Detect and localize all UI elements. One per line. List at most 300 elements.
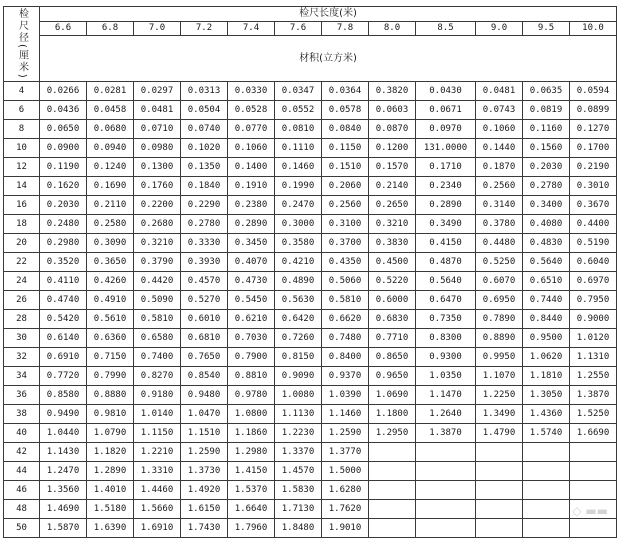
volume-cell: 0.9370: [322, 367, 369, 386]
volume-cell: 1.1070: [476, 367, 523, 386]
table-row: [4, 139, 617, 158]
volume-cell: 0.2890: [416, 196, 476, 215]
volume-cell: 0.0266: [40, 82, 87, 101]
volume-cell: 0.1060: [228, 139, 275, 158]
volume-cell: 0.0528: [228, 101, 275, 120]
volume-cell: 0.9090: [275, 367, 322, 386]
volume-cell: 1.7960: [228, 519, 275, 538]
volume-cell: 0.0740: [181, 120, 228, 139]
volume-cell: 1.1510: [181, 424, 228, 443]
volume-cell: [570, 443, 617, 462]
volume-cell: 1.1310: [570, 348, 617, 367]
volume-cell: [369, 443, 416, 462]
table-row: [4, 272, 617, 291]
volume-cell: 1.3730: [181, 462, 228, 481]
volume-cell: 0.1560: [523, 139, 570, 158]
volume-cell: 1.0620: [523, 348, 570, 367]
volume-cell: 0.5630: [275, 291, 322, 310]
table-row: [4, 101, 617, 120]
volume-cell: 0.0770: [228, 120, 275, 139]
volume-cell: 0.2470: [275, 196, 322, 215]
volume-cell: 0.5640: [416, 272, 476, 291]
volume-cell: 1.5740: [523, 424, 570, 443]
volume-cell: 0.0436: [40, 101, 87, 120]
diameter-cell: 18: [4, 215, 40, 234]
volume-cell: 0.8580: [40, 386, 87, 405]
diameter-cell: 26: [4, 291, 40, 310]
volume-cell: 0.4480: [476, 234, 523, 253]
volume-cell: 0.8400: [322, 348, 369, 367]
volume-cell: 1.7130: [275, 500, 322, 519]
volume-cell: 1.8480: [275, 519, 322, 538]
volume-cell: 0.3830: [369, 234, 416, 253]
volume-cell: 0.6040: [570, 253, 617, 272]
volume-cell: 0.0980: [134, 139, 181, 158]
volume-cell: 1.6280: [322, 481, 369, 500]
diameter-cell: 42: [4, 443, 40, 462]
volume-cell: 1.5250: [570, 405, 617, 424]
length-header-cell: 9.5: [523, 22, 570, 36]
volume-cell: 0.2190: [570, 158, 617, 177]
volume-cell: 0.4260: [87, 272, 134, 291]
volume-cell: 0.2380: [228, 196, 275, 215]
volume-cell: 0.2030: [523, 158, 570, 177]
volume-cell: 0.5810: [134, 310, 181, 329]
volume-cell: 0.3790: [134, 253, 181, 272]
volume-cell: 1.1860: [228, 424, 275, 443]
length-header-cell: 8.0: [369, 22, 416, 36]
volume-cell: 0.2110: [87, 196, 134, 215]
volume-cell: 0.1700: [570, 139, 617, 158]
volume-cell: [369, 462, 416, 481]
volume-cell: [523, 443, 570, 462]
volume-cell: 1.2590: [181, 443, 228, 462]
volume-cell: 0.7890: [476, 310, 523, 329]
diameter-cell: 24: [4, 272, 40, 291]
volume-cell: 1.3370: [275, 443, 322, 462]
volume-cell: [476, 500, 523, 519]
volume-cell: [369, 500, 416, 519]
diameter-cell: 32: [4, 348, 40, 367]
volume-cell: 0.1160: [523, 120, 570, 139]
volume-cell: 0.6950: [476, 291, 523, 310]
diameter-cell: 44: [4, 462, 40, 481]
volume-cell: [416, 519, 476, 538]
volume-cell: 0.1620: [40, 177, 87, 196]
volume-cell: [416, 500, 476, 519]
table-row: [4, 196, 617, 215]
volume-cell: 0.1300: [134, 158, 181, 177]
volume-cell: 0.8890: [476, 329, 523, 348]
volume-cell: 0.1440: [476, 139, 523, 158]
volume-cell: 0.8540: [181, 367, 228, 386]
volume-cell: 0.9300: [416, 348, 476, 367]
diameter-cell: 16: [4, 196, 40, 215]
volume-cell: 1.4010: [87, 481, 134, 500]
volume-cell: 0.2340: [416, 177, 476, 196]
volume-cell: 0.4080: [523, 215, 570, 234]
volume-cell: 1.3310: [134, 462, 181, 481]
table-row: [4, 120, 617, 139]
volume-cell: 0.4070: [228, 253, 275, 272]
volume-cell: 0.0458: [87, 101, 134, 120]
volume-cell: 0.4400: [570, 215, 617, 234]
volume-cell: 1.3770: [322, 443, 369, 462]
table-row: [4, 253, 617, 272]
volume-cell: 1.3490: [476, 405, 523, 424]
volume-cell: 0.1710: [416, 158, 476, 177]
diameter-cell: 10: [4, 139, 40, 158]
volume-cell: 0.0578: [322, 101, 369, 120]
volume-cell: 1.0790: [87, 424, 134, 443]
volume-cell: 1.0800: [228, 405, 275, 424]
volume-cell: 0.0297: [134, 82, 181, 101]
volume-cell: 0.3400: [523, 196, 570, 215]
volume-cell: [476, 481, 523, 500]
table-row: [4, 177, 617, 196]
diameter-cell: 4: [4, 82, 40, 101]
volume-cell: 0.7030: [228, 329, 275, 348]
volume-cell: 0.7480: [322, 329, 369, 348]
diameter-cell: 38: [4, 405, 40, 424]
volume-cell: 131.0000: [416, 139, 476, 158]
volume-cell: 1.1470: [416, 386, 476, 405]
volume-cell: 0.3100: [322, 215, 369, 234]
volume-cell: 0.8440: [523, 310, 570, 329]
volume-cell: 0.0430: [416, 82, 476, 101]
volume-cell: 0.4210: [275, 253, 322, 272]
volume-cell: 0.1110: [275, 139, 322, 158]
diameter-cell: 22: [4, 253, 40, 272]
volume-cell: 0.2030: [40, 196, 87, 215]
table-row: [4, 82, 617, 101]
volume-cell: 0.2680: [134, 215, 181, 234]
volume-cell: [523, 500, 570, 519]
volume-cell: 0.2140: [369, 177, 416, 196]
diameter-cell: 28: [4, 310, 40, 329]
volume-cell: 0.7400: [134, 348, 181, 367]
volume-cell: 0.1020: [181, 139, 228, 158]
volume-cell: 0.4350: [322, 253, 369, 272]
volume-cell: 1.4150: [228, 462, 275, 481]
volume-cell: 0.6470: [416, 291, 476, 310]
volume-cell: 0.3450: [228, 234, 275, 253]
volume-cell: 0.3210: [369, 215, 416, 234]
volume-cell: 0.3490: [416, 215, 476, 234]
volume-cell: 1.3870: [570, 386, 617, 405]
table-row: [4, 291, 617, 310]
volume-cell: 0.3580: [275, 234, 322, 253]
volume-cell: 0.0810: [275, 120, 322, 139]
volume-cell: 0.3210: [134, 234, 181, 253]
volume-cell: 0.3520: [40, 253, 87, 272]
volume-cell: 0.4500: [369, 253, 416, 272]
volume-cell: 1.2640: [416, 405, 476, 424]
volume-cell: 1.5660: [134, 500, 181, 519]
volume-cell: 1.5830: [275, 481, 322, 500]
volume-cell: 0.2560: [322, 196, 369, 215]
volume-cell: 0.1690: [87, 177, 134, 196]
volume-cell: 0.3700: [322, 234, 369, 253]
volume-cell: 0.0940: [87, 139, 134, 158]
length-header-cell: 8.5: [416, 22, 476, 36]
volume-cell: 0.0481: [134, 101, 181, 120]
length-header-cell: 9.0: [476, 22, 523, 36]
volume-cell: 1.0080: [275, 386, 322, 405]
volume-cell: 0.7900: [228, 348, 275, 367]
volume-cell: 0.1460: [275, 158, 322, 177]
log-volume-table: [3, 6, 617, 538]
volume-cell: 0.0364: [322, 82, 369, 101]
volume-cell: 0.3650: [87, 253, 134, 272]
volume-cell: 0.4870: [416, 253, 476, 272]
volume-cell: 0.2290: [181, 196, 228, 215]
volume-cell: 0.3670: [570, 196, 617, 215]
volume-cell: 0.6510: [523, 272, 570, 291]
volume-cell: 0.0347: [275, 82, 322, 101]
volume-cell: 0.3820: [369, 82, 416, 101]
table-row: [4, 443, 617, 462]
diameter-cell: 46: [4, 481, 40, 500]
volume-cell: 1.4790: [476, 424, 523, 443]
volume-cell: 0.6140: [40, 329, 87, 348]
volume-cell: [416, 462, 476, 481]
table-row: [4, 158, 617, 177]
length-header-cell: 7.2: [181, 22, 228, 36]
volume-cell: 0.3010: [570, 177, 617, 196]
volume-cell: 0.0603: [369, 101, 416, 120]
volume-cell: 1.4460: [134, 481, 181, 500]
volume-cell: 0.0680: [87, 120, 134, 139]
volume-cell: 1.2210: [134, 443, 181, 462]
volume-cell: 0.4910: [87, 291, 134, 310]
length-header: 检尺长度(米): [40, 7, 617, 22]
volume-cell: 0.6000: [369, 291, 416, 310]
volume-cell: 0.0900: [40, 139, 87, 158]
volume-cell: [369, 519, 416, 538]
volume-cell: 0.5190: [570, 234, 617, 253]
volume-cell: 1.3870: [416, 424, 476, 443]
volume-cell: 1.7620: [322, 500, 369, 519]
volume-cell: [369, 481, 416, 500]
volume-cell: [570, 481, 617, 500]
volume-cell: [523, 462, 570, 481]
volume-cell: 0.5220: [369, 272, 416, 291]
volume-header: 材积(立方米): [40, 36, 617, 82]
volume-cell: 0.5810: [322, 291, 369, 310]
volume-cell: 0.1150: [322, 139, 369, 158]
volume-cell: 1.1150: [134, 424, 181, 443]
volume-cell: 0.7260: [275, 329, 322, 348]
length-header-cell: 7.4: [228, 22, 275, 36]
volume-cell: 1.1460: [322, 405, 369, 424]
volume-cell: 0.1270: [570, 120, 617, 139]
length-header-cell: 10.0: [570, 22, 617, 36]
volume-cell: 0.6580: [134, 329, 181, 348]
table-row: [4, 310, 617, 329]
volume-cell: [416, 481, 476, 500]
volume-cell: 0.7950: [570, 291, 617, 310]
volume-cell: 1.0690: [369, 386, 416, 405]
volume-cell: 0.2780: [181, 215, 228, 234]
volume-cell: 0.6970: [570, 272, 617, 291]
volume-cell: 0.6210: [228, 310, 275, 329]
volume-cell: 0.2200: [134, 196, 181, 215]
volume-cell: [476, 443, 523, 462]
volume-cell: 0.6360: [87, 329, 134, 348]
volume-cell: 0.9480: [181, 386, 228, 405]
volume-cell: 1.3050: [523, 386, 570, 405]
volume-cell: 0.0840: [322, 120, 369, 139]
volume-cell: 0.0710: [134, 120, 181, 139]
volume-cell: 0.2480: [40, 215, 87, 234]
volume-cell: 0.4740: [40, 291, 87, 310]
volume-cell: 0.5450: [228, 291, 275, 310]
table-row: [4, 329, 617, 348]
diameter-cell: 8: [4, 120, 40, 139]
length-header-cell: 7.8: [322, 22, 369, 36]
volume-cell: 0.3780: [476, 215, 523, 234]
volume-cell: 1.0120: [570, 329, 617, 348]
volume-cell: 0.8650: [369, 348, 416, 367]
volume-cell: 0.6010: [181, 310, 228, 329]
volume-cell: 1.0390: [322, 386, 369, 405]
volume-cell: 0.0635: [523, 82, 570, 101]
diameter-cell: 20: [4, 234, 40, 253]
volume-cell: 1.2550: [570, 367, 617, 386]
volume-cell: 0.1400: [228, 158, 275, 177]
table-row: [4, 519, 617, 538]
volume-cell: 0.3930: [181, 253, 228, 272]
volume-cell: [476, 462, 523, 481]
volume-cell: 0.5640: [523, 253, 570, 272]
volume-cell: 1.6910: [134, 519, 181, 538]
volume-cell: [570, 519, 617, 538]
volume-cell: 0.2650: [369, 196, 416, 215]
diameter-cell: 6: [4, 101, 40, 120]
volume-cell: 0.7350: [416, 310, 476, 329]
volume-cell: 0.5270: [181, 291, 228, 310]
table-row: [4, 215, 617, 234]
volume-cell: 0.9950: [476, 348, 523, 367]
diameter-cell: 50: [4, 519, 40, 538]
volume-cell: 1.5180: [87, 500, 134, 519]
volume-cell: 0.1910: [228, 177, 275, 196]
volume-cell: 0.4570: [181, 272, 228, 291]
volume-cell: 1.1130: [275, 405, 322, 424]
volume-cell: 0.1570: [369, 158, 416, 177]
volume-cell: 0.0330: [228, 82, 275, 101]
volume-cell: 1.6390: [87, 519, 134, 538]
volume-cell: 0.6620: [322, 310, 369, 329]
volume-cell: 0.0504: [181, 101, 228, 120]
volume-cell: 0.9180: [134, 386, 181, 405]
volume-cell: 1.5870: [40, 519, 87, 538]
volume-cell: 0.0970: [416, 120, 476, 139]
volume-cell: 0.1240: [87, 158, 134, 177]
volume-cell: 1.0350: [416, 367, 476, 386]
volume-cell: 1.2250: [476, 386, 523, 405]
volume-cell: 0.1840: [181, 177, 228, 196]
volume-cell: 0.7710: [369, 329, 416, 348]
volume-cell: 0.4830: [523, 234, 570, 253]
volume-cell: 0.6810: [181, 329, 228, 348]
volume-cell: 1.4920: [181, 481, 228, 500]
volume-cell: 0.1350: [181, 158, 228, 177]
volume-cell: 0.1190: [40, 158, 87, 177]
volume-cell: 1.3560: [40, 481, 87, 500]
volume-cell: 0.6830: [369, 310, 416, 329]
volume-cell: 0.7150: [87, 348, 134, 367]
diameter-cell: 48: [4, 500, 40, 519]
volume-cell: 1.4570: [275, 462, 322, 481]
volume-cell: 1.2230: [275, 424, 322, 443]
volume-cell: [416, 443, 476, 462]
volume-cell: [570, 462, 617, 481]
diameter-cell: 36: [4, 386, 40, 405]
volume-cell: 1.2890: [87, 462, 134, 481]
volume-cell: 0.5610: [87, 310, 134, 329]
volume-cell: 0.5250: [476, 253, 523, 272]
table-row: [4, 348, 617, 367]
length-header-cell: 7.0: [134, 22, 181, 36]
volume-cell: 0.0743: [476, 101, 523, 120]
volume-cell: 1.2470: [40, 462, 87, 481]
volume-cell: 0.1510: [322, 158, 369, 177]
volume-cell: 0.5060: [322, 272, 369, 291]
volume-cell: 0.3140: [476, 196, 523, 215]
volume-cell: 1.5370: [228, 481, 275, 500]
table-row: [4, 386, 617, 405]
table-row: [4, 462, 617, 481]
volume-cell: 1.1800: [369, 405, 416, 424]
volume-cell: 0.4420: [134, 272, 181, 291]
table-row: [4, 367, 617, 386]
volume-cell: 0.0313: [181, 82, 228, 101]
volume-cell: 0.2890: [228, 215, 275, 234]
volume-cell: 1.4360: [523, 405, 570, 424]
diameter-column-header: 检尺径(厘米): [4, 7, 40, 82]
volume-cell: 0.0481: [476, 82, 523, 101]
volume-cell: 1.6150: [181, 500, 228, 519]
volume-cell: 0.9650: [369, 367, 416, 386]
volume-cell: [523, 519, 570, 538]
volume-cell: 1.9010: [322, 519, 369, 538]
volume-cell: 0.3090: [87, 234, 134, 253]
volume-cell: 0.0870: [369, 120, 416, 139]
volume-cell: [476, 519, 523, 538]
volume-cell: 0.9780: [228, 386, 275, 405]
volume-cell: 0.8270: [134, 367, 181, 386]
length-header-cell: 6.8: [87, 22, 134, 36]
diameter-cell: 34: [4, 367, 40, 386]
volume-cell: 0.1990: [275, 177, 322, 196]
volume-cell: 0.6070: [476, 272, 523, 291]
table-row: [4, 424, 617, 443]
volume-cell: 1.2980: [228, 443, 275, 462]
diameter-cell: 14: [4, 177, 40, 196]
volume-cell: 1.2950: [369, 424, 416, 443]
volume-cell: 0.9810: [87, 405, 134, 424]
diameter-cell: 40: [4, 424, 40, 443]
volume-cell: 0.8880: [87, 386, 134, 405]
volume-cell: 0.2560: [476, 177, 523, 196]
volume-cell: 0.0899: [570, 101, 617, 120]
volume-cell: 1.0470: [181, 405, 228, 424]
volume-cell: 0.2780: [523, 177, 570, 196]
volume-cell: 0.8300: [416, 329, 476, 348]
volume-cell: 0.9500: [523, 329, 570, 348]
